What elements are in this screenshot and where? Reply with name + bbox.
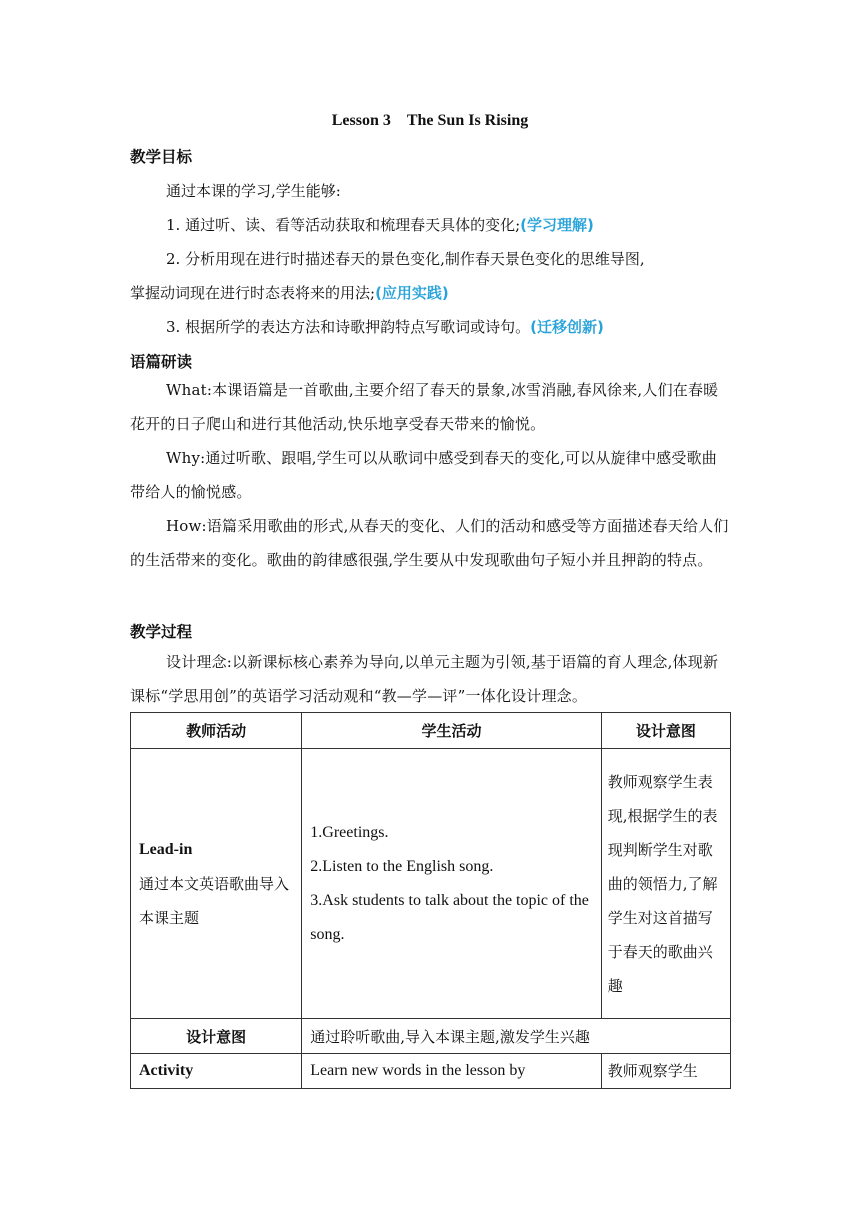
process-concept: 设计理念:以新课标核心素养为导向,以单元主题为引领,基于语篇的育人理念,体现新课标“学思用创”的英语学习活动观和“教—学—评”一体化设计理念。 (130, 653, 719, 705)
leadin-teacher-cell (131, 749, 302, 1019)
leadin-student-3: 3.Ask students to talk about the topic of the song. (310, 891, 589, 943)
objective-item-2-line2 (130, 282, 449, 303)
activity-label: Activity (131, 1054, 302, 1089)
header-student: 学生活动 (302, 713, 601, 749)
leadin-label: Lead-in (139, 840, 193, 858)
objective-item-2-tag: (应用实践) (375, 284, 449, 302)
table-header-row (131, 713, 731, 749)
objective-item-3-tag: (迁移创新) (530, 318, 604, 336)
objective-item-2-text: 掌握动词现在进行时态表将来的用法; (130, 284, 376, 302)
leadin-intent-cell: 教师观察学生表现,根据学生的表现判断学生对歌曲的领悟力,了解学生对这首描写于春天的歌曲兴趣 (601, 749, 730, 1019)
objective-item-1-text: 1. 通过听、读、看等活动获取和梳理春天具体的变化; (166, 216, 521, 234)
activity-student: Learn new words in the lesson by (302, 1054, 601, 1089)
lesson-plan-table (130, 712, 731, 1089)
objective-item-1 (166, 214, 594, 235)
objective-item-2-line1: 2. 分析用现在进行时描述春天的景色变化,制作春天景色变化的思维导图, (166, 250, 645, 268)
design-text: 通过聆听歌曲,导入本课主题,激发学生兴趣 (302, 1019, 731, 1054)
table-row-activity (131, 1054, 731, 1089)
leadin-student-1: 1.Greetings. (310, 823, 389, 841)
objectives-intro: 通过本课的学习,学生能够: (166, 182, 341, 200)
lesson-title (0, 112, 860, 130)
lesson-number: Lesson 3 (331, 112, 391, 129)
objective-item-1-tag: (学习理解) (520, 216, 594, 234)
reading-what: What:本课语篇是一首歌曲,主要介绍了春天的景象,冰雪消融,春风徐来,人们在春暖花开的日子爬山和进行其他活动,快乐地享受春天带来的愉悦。 (130, 381, 719, 433)
reading-why: Why:通过听歌、跟唱,学生可以从歌词中感受到春天的变化,可以从旋律中感受歌曲带给人的愉悦感。 (130, 449, 717, 501)
reading-how: How:语篇采用歌曲的形式,从春天的变化、人们的活动和感受等方面描述春天给人们的生活带来的变化。歌曲的韵律感很强,学生要从中发现歌曲句子短小并且押韵的特点。 (130, 517, 729, 569)
header-teacher: 教师活动 (131, 713, 302, 749)
table-row-leadin (131, 749, 731, 1019)
activity-intent: 教师观察学生 (601, 1054, 730, 1089)
objective-item-3 (166, 316, 604, 337)
objectives-heading: 教学目标 (130, 148, 193, 166)
table-row-design (131, 1019, 731, 1054)
leadin-student-cell (302, 749, 601, 1019)
lesson-name: The Sun Is Rising (406, 112, 529, 129)
process-heading: 教学过程 (130, 623, 193, 641)
objective-item-3-text: 3. 根据所学的表达方法和诗歌押韵特点写歌词或诗句。 (166, 318, 531, 336)
design-label: 设计意图 (131, 1019, 302, 1054)
leadin-student-2: 2.Listen to the English song. (310, 857, 494, 875)
reading-heading: 语篇研读 (130, 353, 193, 371)
leadin-teacher-text: 通过本文英语歌曲导入本课主题 (139, 874, 290, 927)
header-intent: 设计意图 (601, 713, 730, 749)
